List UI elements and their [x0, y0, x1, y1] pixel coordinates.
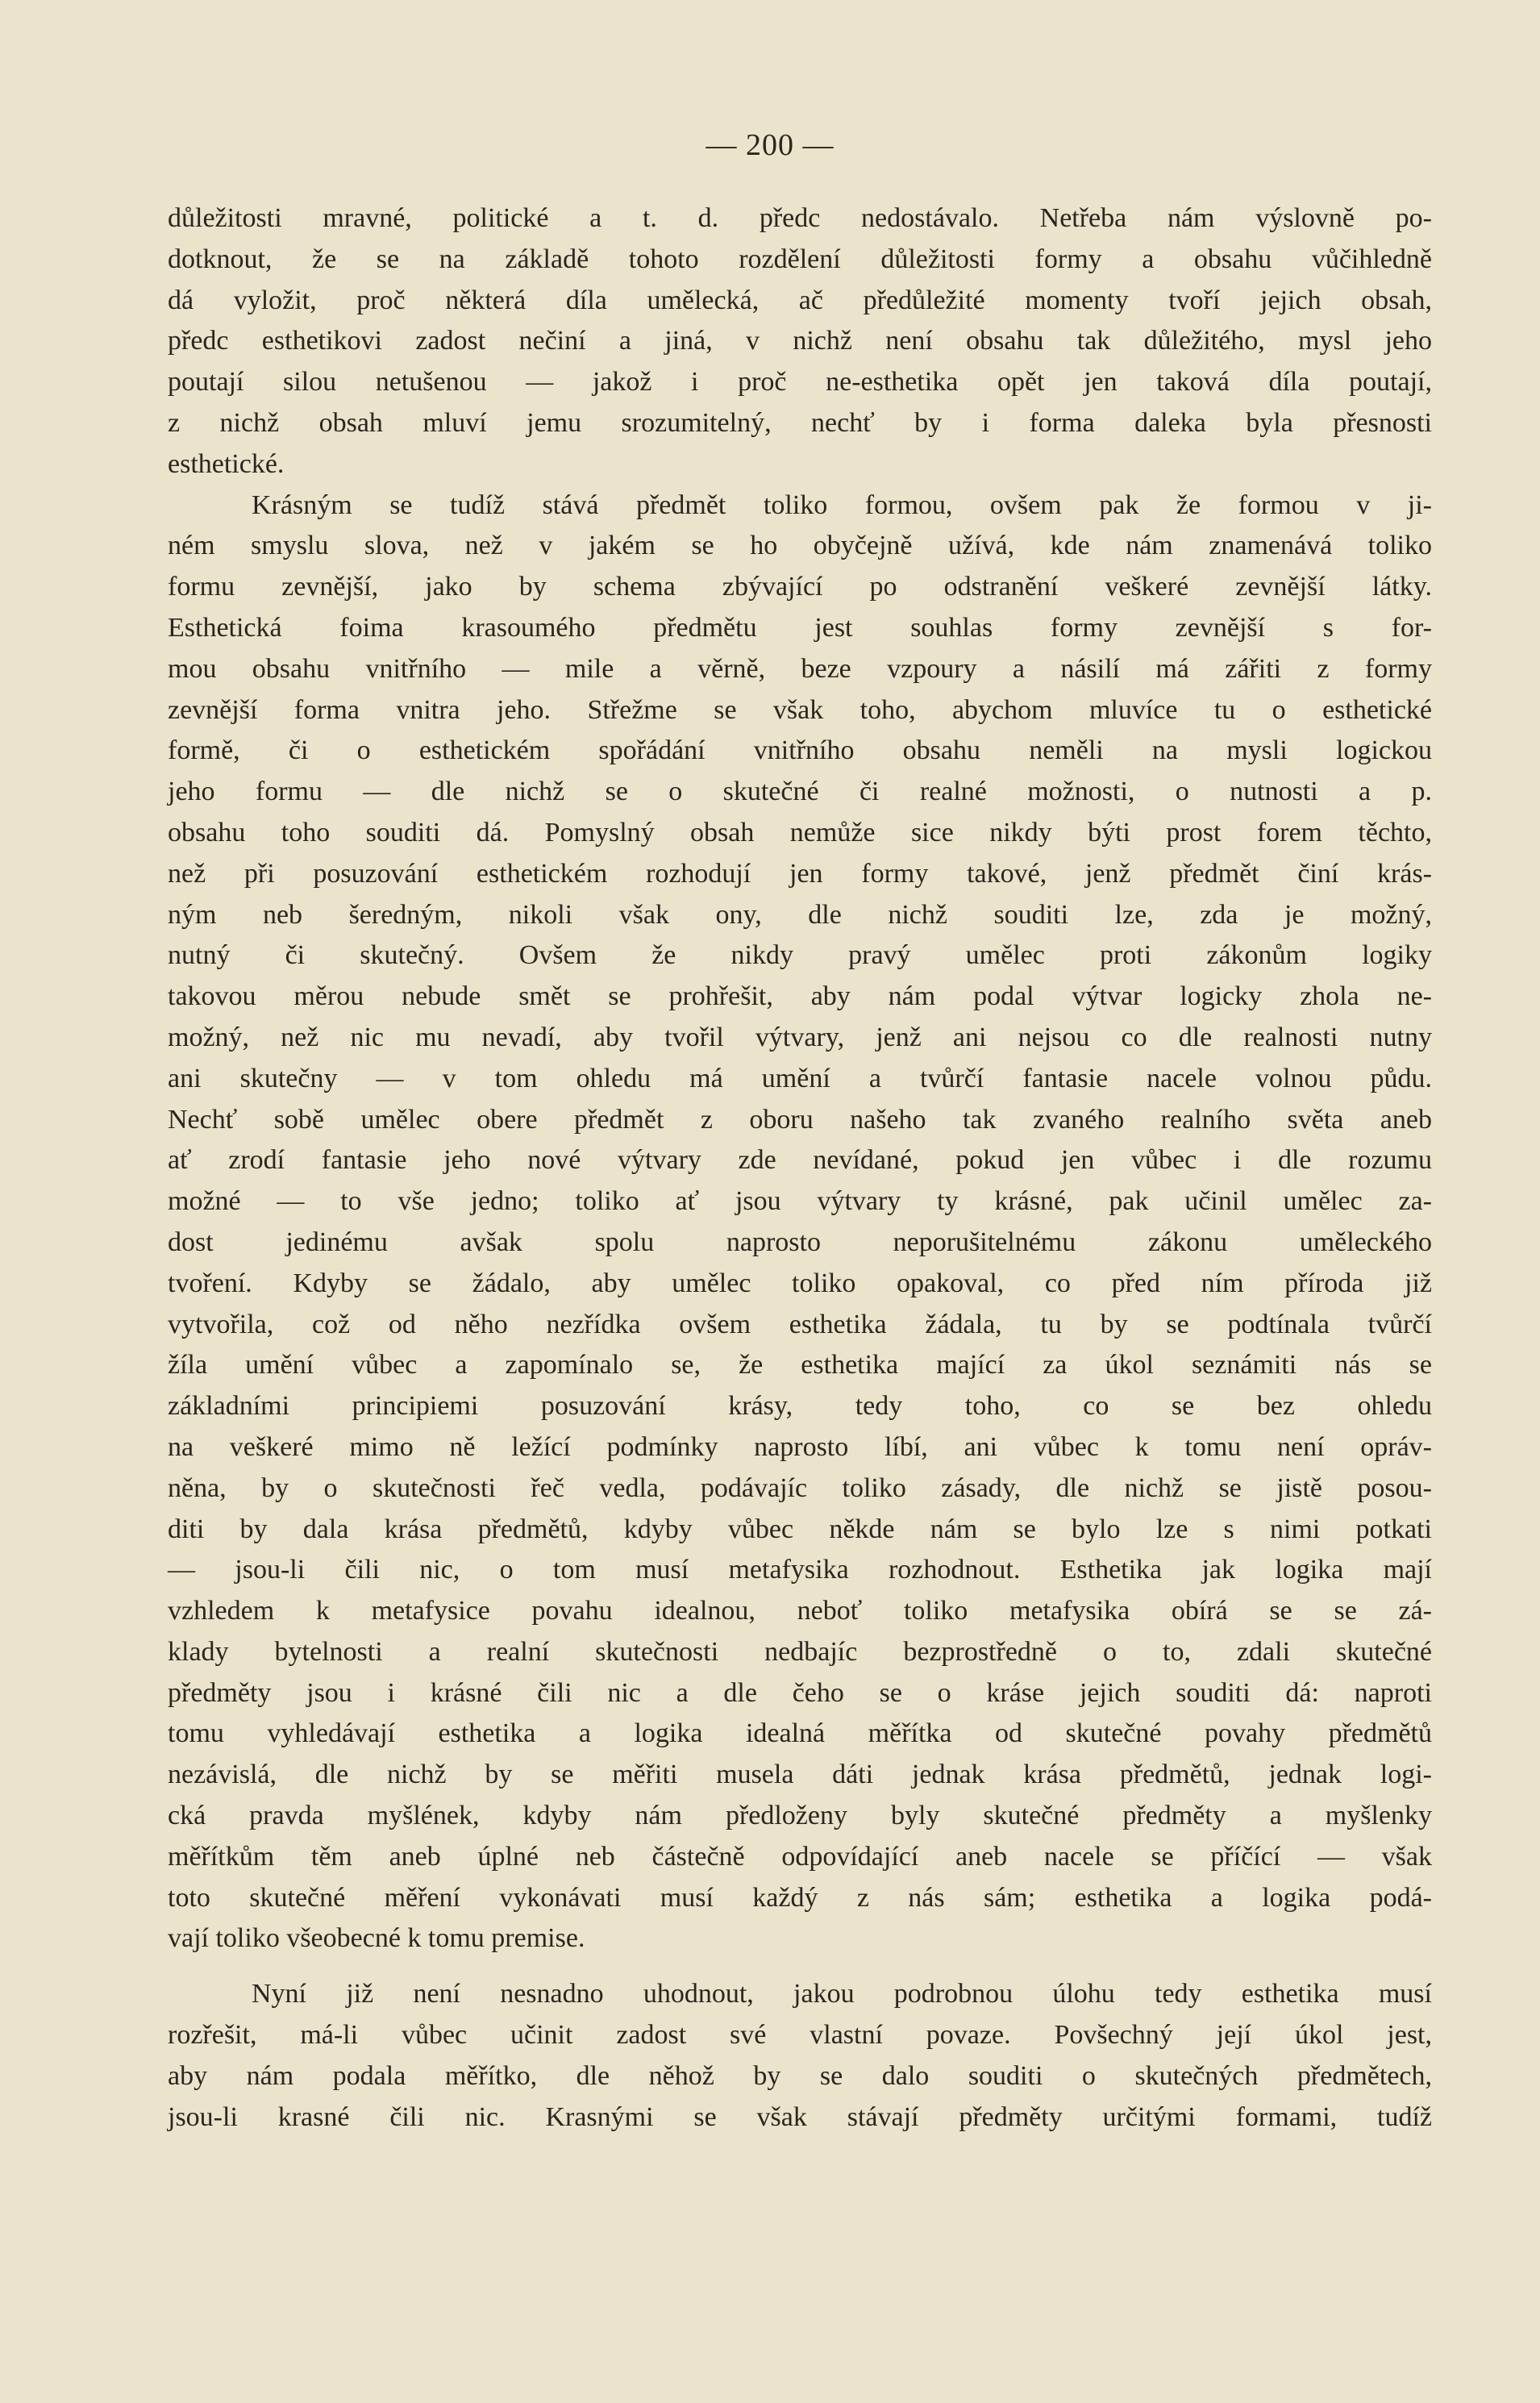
text-line: zevnější forma vnitra jeho. Střežme se však toho, abychom mluvíce tu o esthetické [168, 694, 1432, 725]
text-line: jeho formu — dle nichž se o skutečné či realné možnosti, o nutnosti a p. [168, 777, 1432, 807]
text-line: na veškeré mimo ně ležící podmínky naprosto líbí, ani vůbec k tomu není opráv- [168, 1431, 1432, 1462]
text-line: nutný či skutečný. Ovšem že nikdy pravý umělec proti zákonům logiky [168, 940, 1432, 971]
text-line: cká pravda myšlének, kdyby nám předloženy byly skutečné předměty a myšlenky [168, 1801, 1432, 1831]
text-line: základními principiemi posuzování krásy, tedy toho, co se bez ohledu [168, 1391, 1432, 1422]
text-line: takovou měrou nebude smět se prohřešit, aby nám podal výtvar logicky zhola ne- [168, 981, 1432, 1012]
text-line: vytvořila, což od něho nezřídka ovšem esthetika žádala, tu by se podtínala tvůrčí [168, 1309, 1432, 1339]
text-line: dotknout, že se na základě tohoto rozdělení důležitosti formy a obsahu vůčihledně [168, 244, 1432, 274]
text-line: formu zevnější, jako by schema zbývající po odstranění veškeré zevnější látky. [168, 572, 1432, 602]
text-line: — jsou-li čili nic, o tom musí metafysika rozhodnout. Esthetika jak logika mají [168, 1555, 1432, 1585]
text-line: možné — to vše jedno; toliko ať jsou výtvary ty krásné, pak učinil umělec za- [168, 1186, 1432, 1217]
text-line: nezávislá, dle nichž by se měřiti musela dáti jednak krása předmětů, jednak logi- [168, 1760, 1432, 1790]
text-line: než při posuzování esthetickém rozhodují jen formy takové, jenž předmět činí krás- [168, 858, 1432, 889]
text-line: možný, než nic mu nevadí, aby tvořil výtvary, jenž ani nejsou co dle realnosti nutny [168, 1022, 1432, 1052]
text-line: Esthetická foima krasoumého předmětu jest souhlas formy zevnější s for- [168, 612, 1432, 643]
text-line: dá vyložit, proč některá díla umělecká, ač předůležité momenty tvoří jejich obsah, [168, 285, 1432, 315]
text-line: aby nám podala měřítko, dle něhož by se dalo souditi o skutečných předmětech, [168, 2060, 1432, 2091]
text-line: mou obsahu vnitřního — mile a věrně, beze vzpoury a násilí má zářiti z formy [168, 653, 1432, 684]
page-number: — 200 — [705, 128, 835, 162]
text-line: tomu vyhledávají esthetika a logika idealná měřítka od skutečné povahy předmětů [168, 1718, 1432, 1749]
text-line: vají toliko všeobecné k tomu premise. [168, 1923, 585, 1954]
text-line: žíla umění vůbec a zapomínalo se, že esthetika mající za úkol seznámiti nás se [168, 1350, 1432, 1381]
text-line: ném smyslu slova, než v jakém se ho obyčejně užívá, kde nám znamenává toliko [168, 531, 1432, 561]
text-line: předměty jsou i krásné čili nic a dle čeho se o kráse jejich souditi dá: naproti [168, 1677, 1432, 1708]
text-line: esthetické. [168, 448, 285, 479]
text-line: Nyní již není nesnadno uhodnout, jakou podrobnou úlohu tedy esthetika musí [252, 1979, 1432, 2009]
text-line: Nechť sobě umělec obere předmět z oboru našeho tak zvaného realního světa aneb [168, 1104, 1432, 1135]
text-line: ným neb šeredným, nikoli však ony, dle nichž souditi lze, zda je možný, [168, 899, 1432, 930]
text-line: z nichž obsah mluví jemu srozumitelný, nechť by i forma daleka byla přesnosti [168, 407, 1432, 438]
text-line: vzhledem k metafysice povahu idealnou, neboť toliko metafysika obírá se se zá- [168, 1596, 1432, 1626]
text-line: formě, či o esthetickém spořádání vnitřního obsahu neměli na mysli logickou [168, 735, 1432, 766]
text-line: jsou-li krasné čili nic. Krasnými se však stávají předměty určitými formami, tudíž [168, 2101, 1432, 2132]
body-text [168, 198, 1432, 2138]
text-line: dost jedinému avšak spolu naprosto neporušitelnému zákonu uměleckého [168, 1226, 1432, 1257]
text-line: klady bytelnosti a realní skutečnosti nedbajíc bezprostředně o to, zdali skutečné [168, 1636, 1432, 1667]
text-line: rozřešit, má-li vůbec učinit zadost své vlastní povaze. Povšechný její úkol jest, [168, 2020, 1432, 2051]
text-line: měřítkům těm aneb úplné neb částečně odpovídající aneb nacele se příčící — však [168, 1841, 1432, 1872]
text-line: Krásným se tudíž stává předmět toliko formou, ovšem pak že formou v ji- [252, 489, 1432, 520]
text-line: ať zrodí fantasie jeho nové výtvary zde nevídané, pokud jen vůbec i dle rozumu [168, 1145, 1432, 1176]
text-line: ani skutečny — v tom ohledu má umění a tvůrčí fantasie nacele volnou půdu. [168, 1063, 1432, 1093]
text-line: toto skutečné měření vykonávati musí každý z nás sám; esthetika a logika podá- [168, 1882, 1432, 1913]
text-line: poutají silou netušenou — jakož i proč ne-esthetika opět jen taková díla poutají, [168, 367, 1432, 398]
text-line: tvoření. Kdyby se žádalo, aby umělec toliko opakoval, co před ním příroda již [168, 1268, 1432, 1298]
text-line: důležitosti mravné, politické a t. d. předc nedostávalo. Netřeba nám výslovně po- [168, 203, 1432, 233]
text-line: diti by dala krása předmětů, kdyby vůbec někde nám se bylo lze s nimi potkati [168, 1514, 1432, 1544]
text-line: obsahu toho souditi dá. Pomyslný obsah nemůže sice nikdy býti prost forem těchto, [168, 817, 1432, 848]
text-line: něna, by o skutečnosti řeč vedla, podávajíc toliko zásady, dle nichž se jistě posou- [168, 1472, 1432, 1503]
text-line: předc esthetikovi zadost nečiní a jiná, v nichž není obsahu tak důležitého, mysl jeho [168, 326, 1432, 356]
